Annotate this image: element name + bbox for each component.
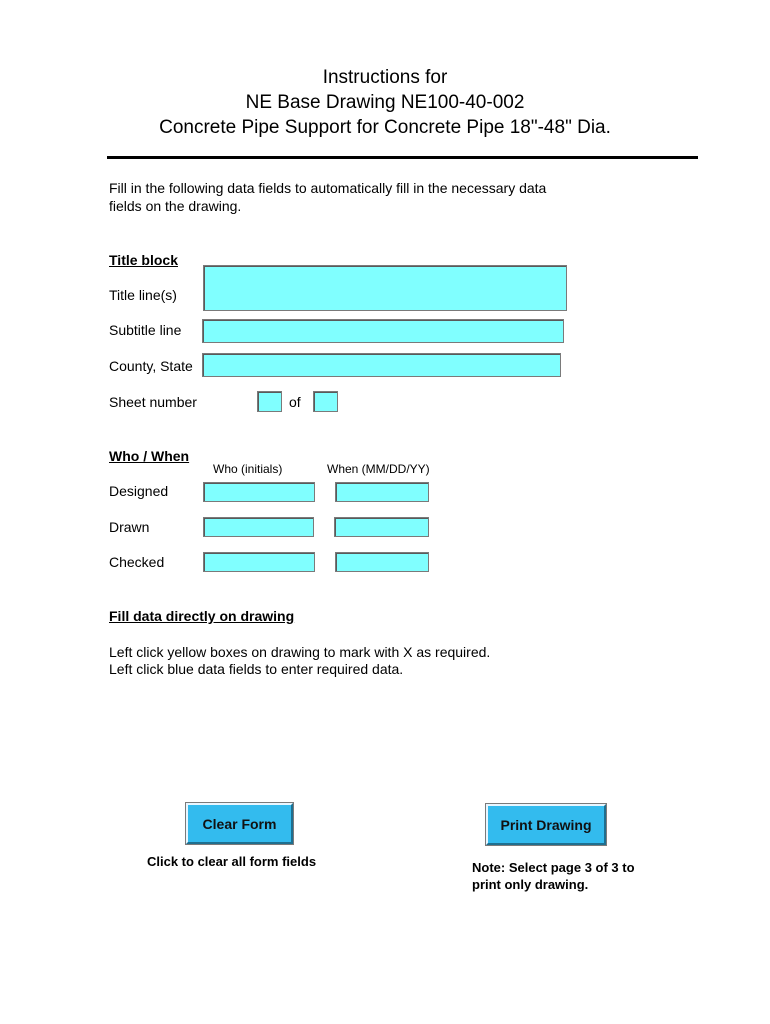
fill-direct-line-1: Left click yellow boxes on drawing to mark with X as required. — [109, 644, 491, 660]
title-lines-label: Title line(s) — [109, 287, 177, 303]
print-note-line-1: Note: Select page 3 of 3 to — [472, 860, 635, 875]
fill-direct-heading: Fill data directly on drawing — [109, 608, 295, 624]
when-column-header: When (MM/DD/YY) — [327, 462, 430, 476]
designed-who-field[interactable] — [203, 482, 315, 502]
title-lines-field[interactable] — [203, 265, 567, 311]
fill-direct-line-2: Left click blue data fields to enter required data. — [109, 661, 404, 677]
intro-line-1: Fill in the following data fields to automatically fill in the necessary data — [109, 180, 547, 196]
header-line-1: Instructions for — [322, 67, 448, 88]
drawn-label: Drawn — [109, 519, 150, 535]
sheet-number-field[interactable] — [257, 391, 282, 412]
who-when-heading: Who / When — [109, 448, 190, 464]
designed-label: Designed — [109, 483, 169, 499]
clear-form-caption: Click to clear all form fields — [147, 854, 317, 869]
checked-label: Checked — [109, 554, 165, 570]
header-line-2: NE Base Drawing NE100-40-002 — [245, 92, 525, 113]
clear-form-button[interactable]: Clear Form — [186, 803, 293, 844]
subtitle-field[interactable] — [202, 319, 564, 343]
checked-when-field[interactable] — [335, 552, 429, 572]
county-state-field[interactable] — [202, 353, 561, 377]
print-note-line-2: print only drawing. — [472, 877, 589, 892]
subtitle-label: Subtitle line — [109, 322, 182, 338]
header-divider — [107, 156, 698, 159]
header-line-3: Concrete Pipe Support for Concrete Pipe 18"-48" Dia. — [159, 117, 611, 138]
sheet-total-field[interactable] — [313, 391, 338, 412]
sheet-number-label: Sheet number — [109, 394, 197, 410]
print-drawing-button[interactable]: Print Drawing — [486, 804, 606, 845]
checked-who-field[interactable] — [203, 552, 315, 572]
county-state-label: County, State — [109, 358, 193, 374]
title-block-heading: Title block — [109, 252, 178, 268]
designed-when-field[interactable] — [335, 482, 429, 502]
drawn-who-field[interactable] — [203, 517, 314, 537]
who-column-header: Who (initials) — [213, 462, 283, 476]
drawn-when-field[interactable] — [334, 517, 429, 537]
sheet-of-label: of — [289, 394, 301, 410]
intro-line-2: fields on the drawing. — [109, 198, 242, 214]
